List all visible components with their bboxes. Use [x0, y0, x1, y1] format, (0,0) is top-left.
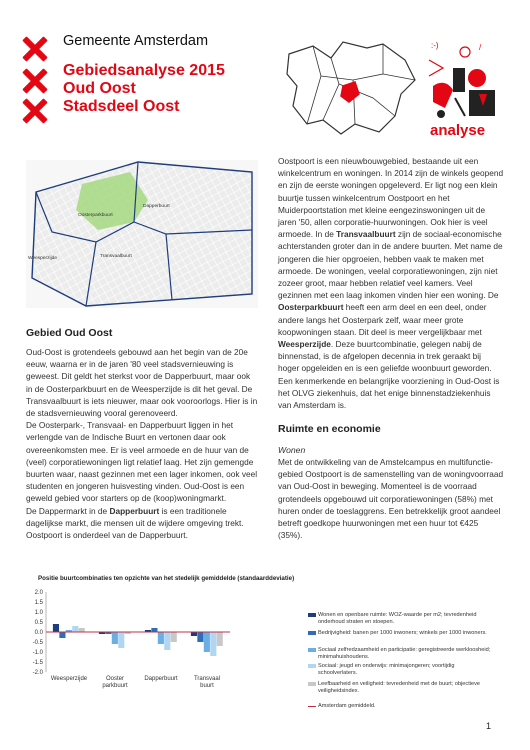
legend-item — [318, 703, 493, 710]
city-cross-icon — [22, 98, 48, 124]
paragraph: De Dappermarkt in de Dapperbuurt is een traditionele dagelijkse markt, die mensen uit de wijdere omgeving trekt. Oostpoort is onderdeel van de Dapperbuurt. — [26, 505, 244, 541]
city-cross-icon — [22, 36, 48, 62]
y-tick-label: 1.0 — [34, 610, 43, 616]
y-tick-label: 0.5 — [34, 620, 43, 626]
svg-text::-): :-) — [431, 41, 439, 50]
y-tick-label: -2.0 — [32, 670, 43, 676]
page-number: 1 — [486, 721, 492, 731]
section-heading-ruimte: Ruimte en economie — [278, 423, 381, 435]
bold-dapperbuurt: Dapperbuurt — [109, 505, 160, 516]
y-tick-label: -0.5 — [32, 640, 43, 646]
chart-bar — [217, 632, 223, 646]
map-label-transvaalbuurt: Transvaalbuurt — [100, 254, 132, 259]
chart-bar — [59, 632, 65, 638]
city-cross-icon — [22, 68, 48, 94]
legend-swatch — [308, 648, 316, 652]
report-title: Gebiedsanalyse 2015 — [63, 62, 225, 79]
x-category-label: Dapperbuurt — [144, 676, 178, 682]
legend-swatch — [308, 631, 316, 635]
x-category-label: Transvaal — [193, 676, 221, 682]
bold-weesperzijde: Weesperzijde — [278, 339, 331, 350]
area-name: Oud Oost — [63, 80, 136, 97]
analyse-logo-illustration — [425, 38, 503, 122]
neighbourhood-chart — [24, 586, 314, 694]
x-category-label: buurt — [200, 683, 214, 689]
left-column-text — [26, 346, 258, 541]
x-category-label: Ooster — [105, 676, 125, 682]
legend-label: Sociaal zelfredzaamheid en participatie: geregistreerde werkloosheid; minimahuishoudens. — [318, 647, 491, 660]
bold-oosterparkbuurt: Oosterparkbuurt — [278, 302, 344, 313]
legend-item — [318, 681, 493, 694]
legend-item — [318, 647, 493, 660]
chart-bar — [151, 628, 157, 632]
paragraph: Oostpoort is een nieuwbouwgebied, bestaande uit een winkelcentrum en woningen. In 2014 zijn de winkels geopend en zijn de eerste woningen opgeleverd. Er ligt nog een klein buurtje tussen winkelcentrum Oostpoort en het Muiderpoortstation met kleine eengezinswoningen uit de jaren '50, allen corporatie-huurwoningen. Ook hier is veel armoede. In de Transvaalbuurt zijn de sociaal-economische achterstanden groter dan in de andere buurten. Met name de jongeren die hier opgroeien, hebben vaak te maken met armoede. De woningen, veelal corporatiewoningen, zijn niet zozeer groot, maar hebben relatief veel kamers. Veel gezinnen met een laag inkomen vinden hier een woning. De Oosterparkbuurt heeft een arm deel en een deel, onder andere langs het Oosterpark zelf, waar meer grote koopwoningen staan. Dit deel is meer vergelijkbaar met Weesperzijde. Deze buurtcombinatie, gelegen nabij de binnenstad, is de afgelopen decennia in trek geraakt bij hoger opgeleiden en is een geliefde woonbuurt geworden. Een kenmerkende en belangrijke voorziening in Oud-Oost is het OLVG ziekenhuis, dat het enige binnenstadziekenhuis van Amsterdam is. — [278, 156, 504, 411]
chart-bar — [171, 632, 177, 642]
bold-transvaalbuurt: Transvaalbuurt — [336, 229, 396, 240]
y-tick-label: -1.5 — [32, 660, 43, 666]
paragraph: De Oosterpark-, Transvaal- en Dapperbuurt liggen in het verlengde van de Indische Buurt en vertonen daar ook overeenkomsten mee. Er is veel armoede en de huur van de (veel) corporatiewoningen ligt relatief laag. Het zijn gemengde buurten waar, naast gezinnen met een lager inkomen, ook veel studenten en jongeren huisvesting vinden. Oud-Oost is een geweld gebied voor starters op de (koop)woningmarkt. — [26, 420, 258, 504]
legend-swatch — [308, 613, 316, 617]
legend-swatch — [308, 682, 316, 686]
chart-bar — [210, 632, 216, 656]
chart-bar — [158, 632, 164, 644]
neighbourhood-map — [26, 160, 258, 308]
chart-bar — [191, 632, 197, 636]
map-label-dapperbuurt: Dapperbuurt — [143, 204, 170, 209]
chart-bar — [79, 628, 85, 632]
legend-swatch — [308, 664, 316, 668]
legend-swatch — [308, 706, 316, 707]
chart-bar — [53, 624, 59, 632]
svg-text:/: / — [479, 43, 482, 52]
subheading-wonen: Wonen — [278, 445, 306, 455]
y-tick-label: -1.0 — [32, 650, 43, 656]
y-tick-label: 2.0 — [34, 590, 43, 596]
map-label-oosterparkbuurt: Oosterparkbuurt — [78, 213, 113, 218]
wonen-text — [278, 456, 504, 541]
paragraph: Oud-Oost is grotendeels gebouwd aan het begin van de 20e eeuw, waarna er in de jaren '80 veel stadsvernieuwing is geweest. Dit geldt het sterkst voor de Dapperbuurt, maar ook in de Oosterparkbuurt en de Weesperzijde is dit het geval. De Transvaalbuurt is iets nieuwer, maar ook vooroorlogs. Hier is in de stadsvernieuwing vooral gerenoveerd. — [26, 347, 258, 419]
chart-bar — [118, 632, 124, 648]
analyse-logo-label: analyse — [430, 122, 486, 139]
legend-item — [318, 663, 493, 676]
right-column-text — [278, 155, 504, 411]
map-label-weesperzijde: Weesperzijde — [28, 256, 57, 261]
y-tick-label: 1.5 — [34, 600, 43, 606]
chart-bar — [204, 632, 210, 652]
x-category-label: Weesperzijde — [50, 676, 88, 682]
x-category-label: parkbuurt — [102, 683, 128, 689]
chart-bar — [112, 632, 118, 644]
legend-label: Sociaal: jeugd en onderwijs: minimajongeren; voortijdig schoolverlaters. — [318, 663, 455, 676]
legend-item — [318, 612, 493, 625]
district-name: Stadsdeel Oost — [63, 98, 180, 115]
section-heading-gebied: Gebied Oud Oost — [26, 327, 113, 339]
city-overview-map — [283, 36, 423, 136]
legend-label: Bedrijvigheid: banen per 1000 inwoners; winkels per 1000 inwoners. — [318, 630, 487, 636]
legend-item — [318, 630, 493, 637]
chart-bar — [72, 626, 78, 632]
chart-bar — [197, 632, 203, 642]
paragraph: Met de ontwikkeling van de Amstelcampus en multifunctie-gebied Oostpoort is de samenstelling van de woningvoorraad van Oud-Oost in beweging. Momenteel is de voorraad grotendeels opgebouwd uit corporatiewoningen (58%) met huren onder de toeslaggrens. Een betrekkelijk groot aandeel betreft goedkope huurwoningen met een huur tot €425 (35%). — [278, 457, 504, 541]
chart-title: Positie buurtcombinaties ten opzichte van het stedelijk gemiddelde (standaarddeviatie) — [38, 575, 295, 582]
legend-label: Wonen en openbare ruimte: WOZ-waarde per m2; tevredenheid onderhoud straten en stoepen. — [318, 612, 477, 625]
legend-label: Amsterdam gemiddeld. — [318, 703, 376, 709]
municipality-name: Gemeente Amsterdam — [63, 33, 209, 49]
y-tick-label: 0.0 — [34, 630, 43, 636]
chart-bar — [164, 632, 170, 650]
legend-label: Leefbaarheid en veiligheid: tevredenheid met de buurt; objectieve veiligheidsindex. — [318, 681, 481, 694]
